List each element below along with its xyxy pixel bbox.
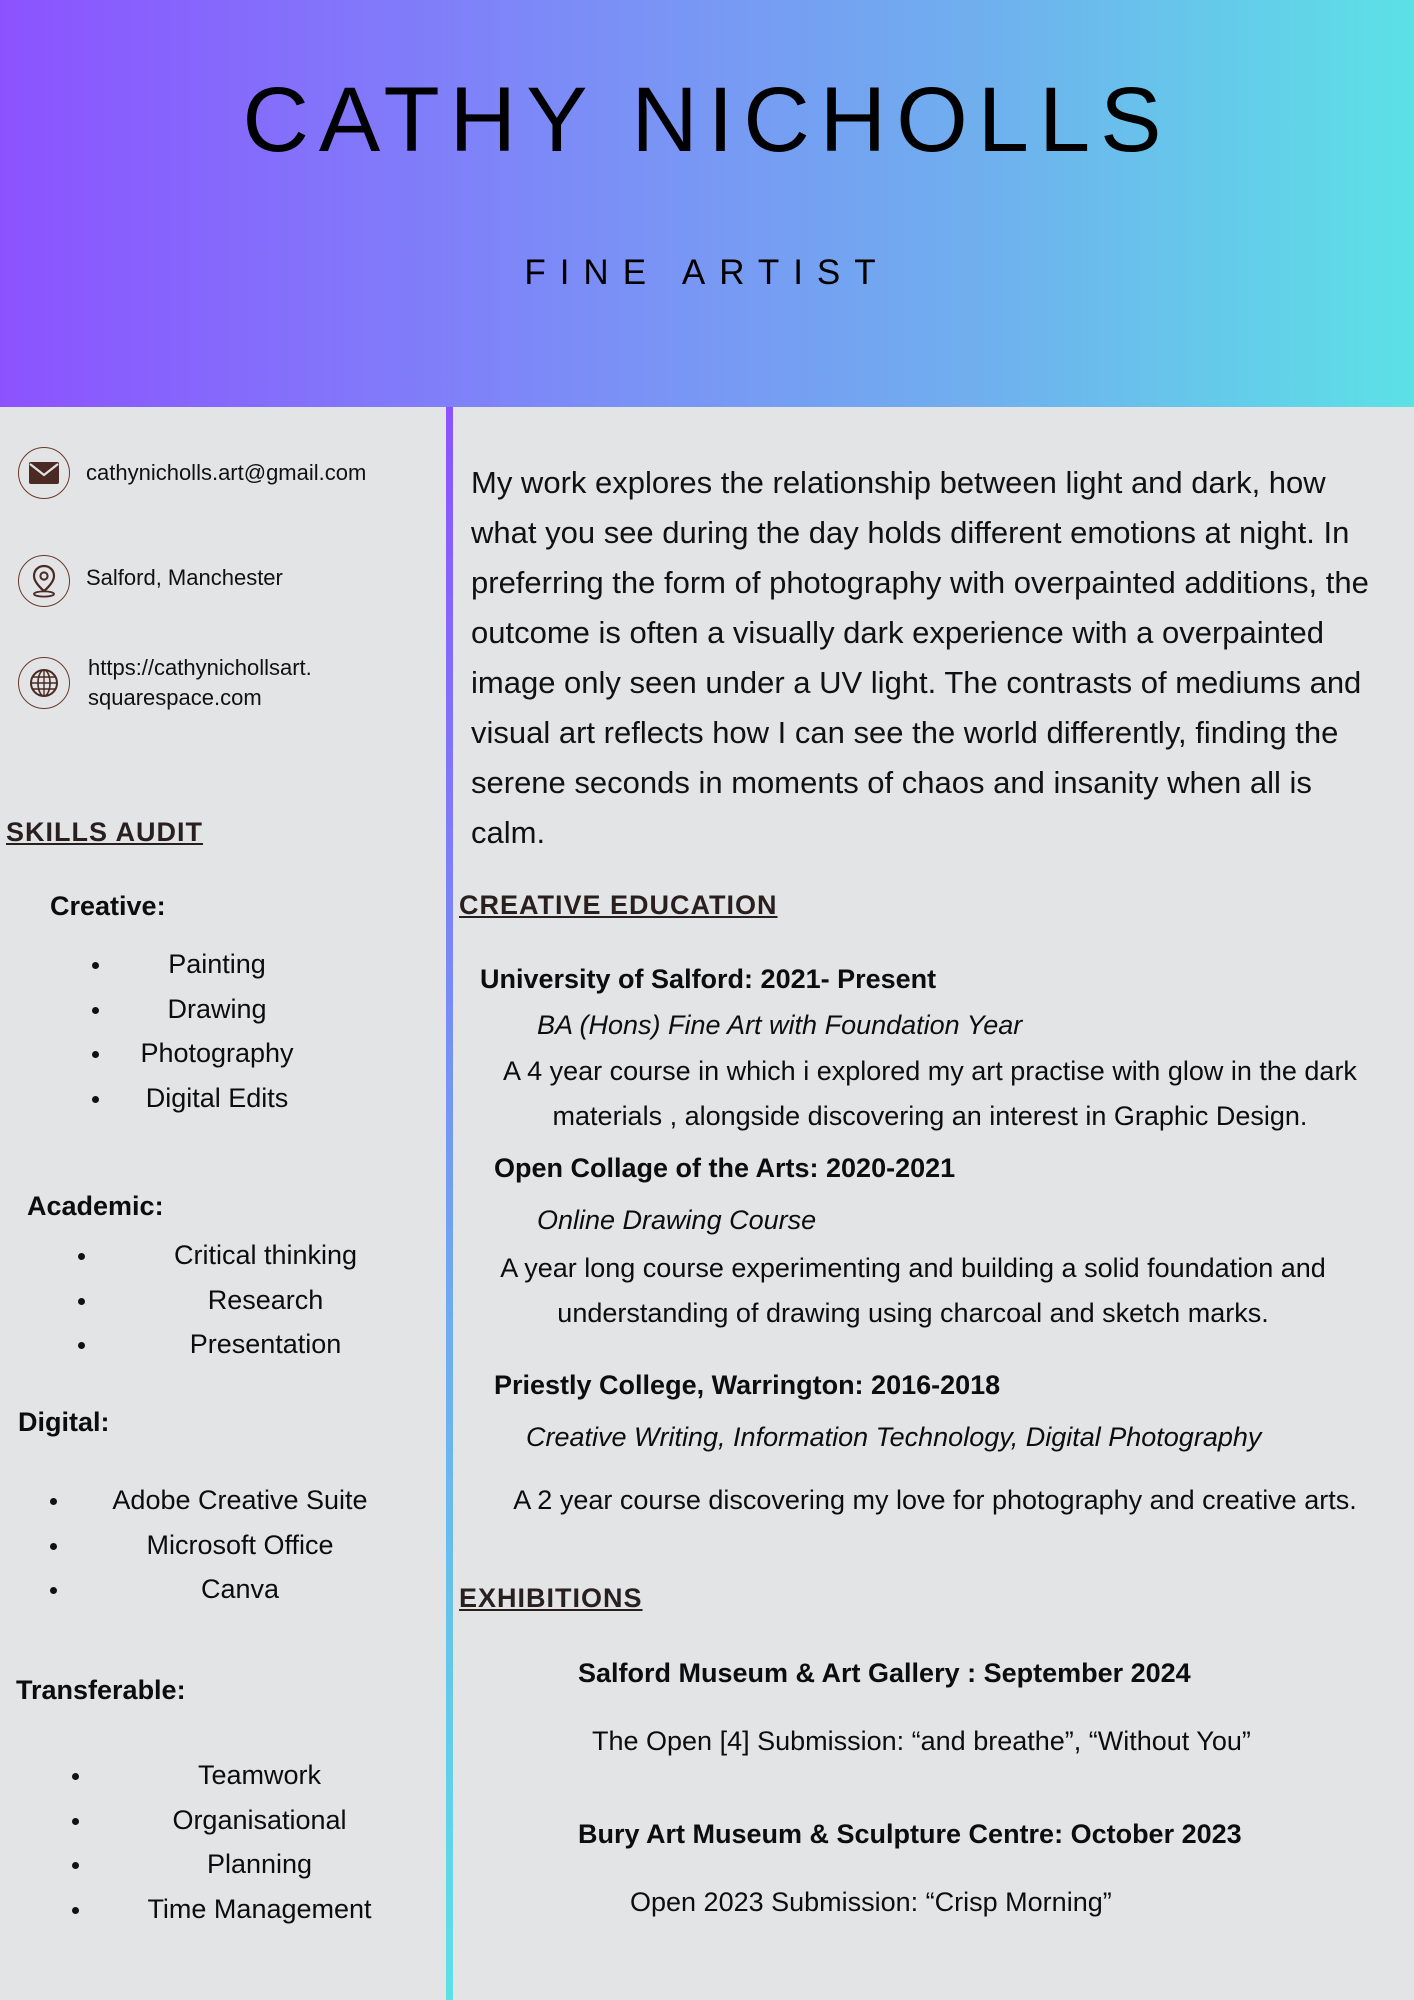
- education-course: BA (Hons) Fine Art with Foundation Year: [537, 1010, 1023, 1040]
- list-item: Teamwork: [72, 1753, 447, 1798]
- exhibition-venue: Salford Museum & Art Gallery : September 2024: [578, 1658, 1191, 1688]
- header-banner: [0, 0, 1414, 407]
- education-description: A 4 year course in which i explored my art practise with glow in the dark materials , alongside discovering an interest in Graphic Design.: [503, 1056, 1357, 1131]
- email-text: cathynicholls.art@gmail.com: [86, 460, 367, 485]
- skill-group-heading: Creative:: [50, 891, 166, 921]
- person-name: CATHY NICHOLLS: [242, 69, 1172, 171]
- exhibition-venue: Bury Art Museum & Sculpture Centre: October 2023: [578, 1819, 1242, 1849]
- contact-website: [18, 653, 312, 713]
- skill-list-creative: [92, 942, 342, 1120]
- list-item: Drawing: [92, 987, 342, 1032]
- list-item: Research: [78, 1278, 453, 1323]
- job-title: FINE ARTIST: [524, 253, 890, 292]
- list-item: Presentation: [78, 1322, 453, 1367]
- list-item: Adobe Creative Suite: [50, 1478, 430, 1523]
- education-institution: Priestly College, Warrington: 2016-2018: [494, 1370, 1001, 1400]
- list-item: Critical thinking: [78, 1233, 453, 1278]
- globe-icon: [18, 657, 70, 709]
- location-text: Salford, Manchester: [86, 565, 283, 590]
- list-item: Planning: [72, 1842, 447, 1887]
- exhibitions-title: EXHIBITIONS: [459, 1583, 643, 1613]
- location-pin-icon: [18, 555, 70, 607]
- skill-list-transferable: [72, 1753, 447, 1931]
- list-item: Photography: [92, 1031, 342, 1076]
- skill-group-heading: Digital:: [18, 1407, 110, 1437]
- education-institution: Open Collage of the Arts: 2020-2021: [494, 1153, 956, 1183]
- list-item: Organisational: [72, 1798, 447, 1843]
- website-line-1: https://cathynichollsart.: [88, 655, 312, 680]
- list-item: Time Management: [72, 1887, 447, 1932]
- website-line-2: squarespace.com: [88, 685, 262, 710]
- list-item: Microsoft Office: [50, 1523, 430, 1568]
- exhibition-detail: The Open [4] Submission: “and breathe”, “Without You”: [592, 1726, 1251, 1756]
- education-course: Creative Writing, Information Technology, Digital Photography: [526, 1422, 1262, 1452]
- education-institution: University of Salford: 2021- Present: [480, 964, 937, 994]
- list-item: Painting: [92, 942, 342, 987]
- skill-group-heading: Transferable:: [16, 1675, 186, 1705]
- list-item: Canva: [50, 1567, 430, 1612]
- education-title: CREATIVE EDUCATION: [459, 890, 778, 920]
- list-item: Digital Edits: [92, 1076, 342, 1121]
- artist-statement: My work explores the relationship between light and dark, how what you see during the day holds different emotions at night. In preferring the form of photography with overpainted additions, the outcome is often a visually dark experience with a overpainted image only seen under a UV light. The contrasts of mediums and visual art reflects how I can see the world differently, finding the serene seconds in moments of chaos and insanity when all is calm.: [471, 465, 1369, 850]
- column-divider: [446, 407, 453, 2000]
- skills-audit-title: SKILLS AUDIT: [6, 817, 203, 847]
- education-description: A year long course experimenting and building a solid foundation and understanding of drawing using charcoal and sketch marks.: [500, 1253, 1326, 1328]
- exhibition-detail: Open 2023 Submission: “Crisp Morning”: [630, 1887, 1112, 1917]
- contact-email: [18, 447, 366, 499]
- website-text[interactable]: [88, 653, 312, 713]
- skill-list-academic: [78, 1233, 453, 1367]
- skill-list-digital: [50, 1478, 430, 1612]
- education-course: Online Drawing Course: [537, 1205, 817, 1235]
- contact-location: [18, 555, 283, 607]
- envelope-icon: [18, 447, 70, 499]
- education-description: A 2 year course discovering my love for photography and creative arts.: [513, 1485, 1357, 1515]
- skill-group-heading: Academic:: [27, 1191, 164, 1221]
